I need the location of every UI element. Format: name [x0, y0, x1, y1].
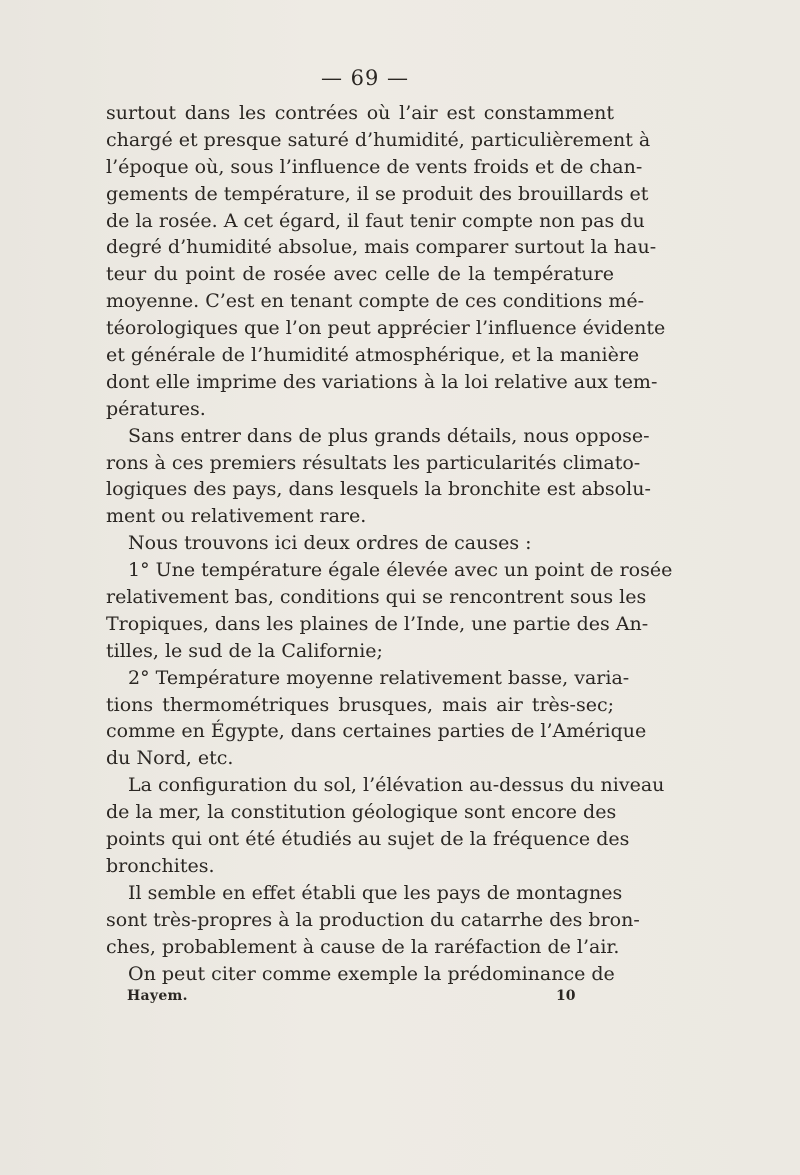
- text-line: degré d’humidité absolue, mais comparer surtout la hau-: [106, 236, 657, 259]
- sheet-number: 10: [556, 988, 576, 1004]
- text-line: 1° Une température égale élevée avec un point de rosée: [128, 559, 673, 582]
- text-line: 2° Température moyenne relativement basse, varia-: [128, 666, 630, 689]
- text-line: gements de température, il se produit des brouillards et: [106, 182, 649, 205]
- text-line: Tropiques, dans les plaines de l’Inde, une partie des An-: [106, 612, 649, 635]
- text-line: l’époque où, sous l’influence de vents froids et de chan-: [106, 155, 643, 178]
- text-line: tions thermométriques brusques, mais air très-sec;: [106, 693, 614, 716]
- text-line: dont elle imprime des variations à la loi relative aux tem-: [106, 370, 658, 393]
- printer-signature: Hayem.: [127, 988, 188, 1004]
- text-line: points qui ont été étudiés au sujet de la fréquence des: [106, 828, 630, 851]
- text-line: chargé et presque saturé d’humidité, particulièrement à: [106, 128, 651, 151]
- body-text: [106, 100, 673, 987]
- text-line: téorologiques que l’on peut apprécier l’influence évidente: [106, 317, 666, 340]
- text-line: comme en Égypte, dans certaines parties de l’Amérique: [106, 720, 647, 743]
- text-line: On peut citer comme exemple la prédominance de: [128, 962, 615, 985]
- text-line: du Nord, etc.: [106, 747, 234, 770]
- text-line: Il semble en effet établi que les pays de montagnes: [128, 881, 623, 904]
- text-line: bronchites.: [106, 854, 215, 877]
- text-line: moyenne. C’est en tenant compte de ces conditions mé-: [106, 290, 645, 313]
- text-line: rons à ces premiers résultats les particularités climato-: [106, 451, 641, 474]
- text-line: relativement bas, conditions qui se rencontrent sous les: [106, 586, 647, 609]
- text-line: sont très-propres à la production du catarrhe des bron-: [106, 908, 640, 931]
- text-line: tilles, le sud de la Californie;: [106, 639, 383, 662]
- text-line: et générale de l’humidité atmosphérique, et la manière: [106, 344, 640, 367]
- text-line: surtout dans les contrées où l’air est constamment: [106, 102, 614, 124]
- text-line: de la mer, la constitution géologique sont encore des: [106, 801, 617, 824]
- page-number: — 69 —: [320, 66, 410, 90]
- text-line: pératures.: [106, 397, 206, 420]
- text-line: Nous trouvons ici deux ordres de causes :: [128, 532, 532, 555]
- text-line: La configuration du sol, l’élévation au-dessus du niveau: [128, 774, 665, 797]
- text-line: logiques des pays, dans lesquels la bronchite est absolu-: [106, 478, 651, 501]
- text-line: ment ou relativement rare.: [106, 505, 367, 528]
- text-line: teur du point de rosée avec celle de la température: [106, 263, 614, 286]
- text-line: ches, probablement à cause de la raréfaction de l’air.: [106, 935, 620, 958]
- text-line: Sans entrer dans de plus grands détails, nous oppose-: [128, 424, 650, 447]
- text-line: de la rosée. A cet égard, il faut tenir compte non pas du: [106, 209, 645, 232]
